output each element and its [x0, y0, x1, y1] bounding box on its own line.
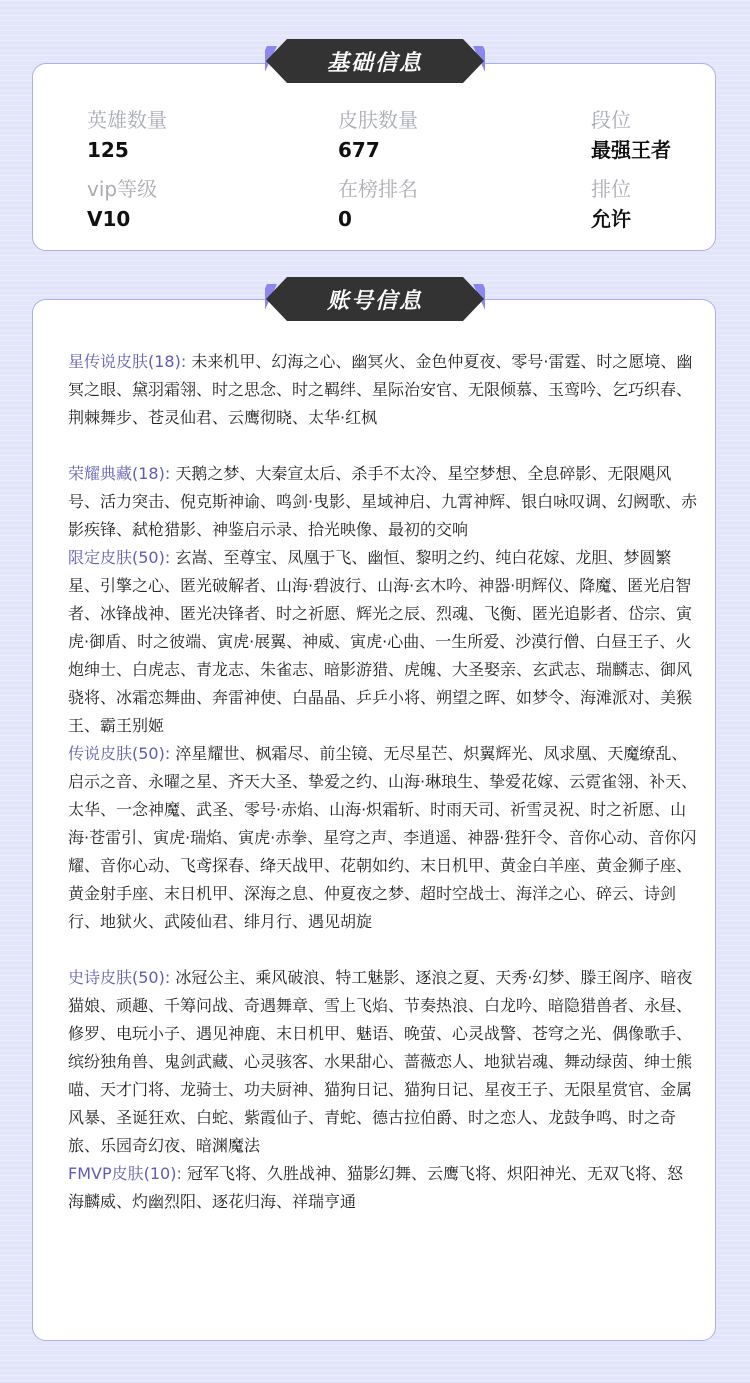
stat-rank-tier	[591, 108, 671, 162]
section-label: 星传说皮肤(18):	[68, 352, 187, 371]
account-info-title-tab	[265, 276, 485, 322]
section-epic-skins	[68, 964, 698, 1160]
stat-hero-count	[87, 108, 167, 162]
stat-label: 段位	[591, 108, 631, 132]
stat-value: 125	[87, 138, 129, 162]
section-items: 玄嵩、至尊宝、凤凰于飞、幽恒、黎明之约、纯白花嫁、龙胆、梦圆繁星、引擎之心、匿光破解者、山海·碧波行、山海·玄木吟、神器·明辉仪、降魔、匿光启智者、冰锋战神、匿光决锋者、时之祈愿、辉光之辰、烈魂、飞衡、匿光追影者、岱宗、寅虎·御盾、时之彼端、寅虎·展翼、神威、寅虎·心曲、一生所爱、沙漠行僧、白昼王子、火炮绅士、白虎志、青龙志、朱雀志、暗影游猎、虎魄、大圣娶亲、玄武志、瑞麟志、御风骁将、冰霜恋舞曲、奔雷神使、白晶晶、乒乒小将、朔望之晖、如梦令、海滩派对、美猴王、霸王别姬	[68, 548, 693, 735]
stat-label: 皮肤数量	[338, 108, 418, 132]
section-label: FMVP皮肤(10):	[68, 1164, 182, 1183]
stat-ranked-allowed	[591, 177, 631, 231]
skin-list	[68, 348, 698, 1216]
stat-label: 英雄数量	[87, 108, 167, 132]
account-info-card	[32, 299, 716, 1341]
stat-leaderboard-rank	[338, 177, 418, 231]
stat-value: V10	[87, 207, 131, 231]
basic-info-title-tab	[265, 38, 485, 84]
section-legend-skins	[68, 740, 698, 936]
basic-info-card	[32, 63, 716, 251]
stat-label: 排位	[591, 177, 631, 201]
section-items: 未来机甲、幻海之心、幽冥火、金色仲夏夜、零号·雷霆、时之愿境、幽冥之眼、黛羽霜翎、时之思念、时之羁绊、星际治安官、无限倾慕、玉鸾吟、乞巧织春、荆棘舞步、苍灵仙君、云鹰彻晓、太华·红枫	[68, 352, 693, 427]
stat-label: 在榜排名	[338, 177, 418, 201]
section-items: 冠军飞将、久胜战神、猫影幻舞、云鹰飞将、炽阳神光、无双飞将、怒海麟威、灼幽烈阳、逐花归海、祥瑞亨通	[68, 1164, 683, 1211]
section-label: 限定皮肤(50):	[68, 548, 171, 567]
stat-vip-level	[87, 177, 157, 231]
section-limited-skins	[68, 544, 698, 740]
stat-value: 0	[338, 207, 352, 231]
section-fmvp-skins	[68, 1160, 698, 1216]
section-items: 天鹅之梦、大秦宣太后、杀手不太冷、星空梦想、全息碎影、无限飓风号、活力突击、倪克斯神谕、鸣剑·曳影、星域神启、九霄神辉、银白咏叹调、幻阙歌、赤影疾锋、弑枪猎影、神鉴启示录、拾光映像、最初的交响	[68, 464, 698, 539]
section-glory-collection	[68, 460, 698, 544]
basic-stats-grid	[33, 64, 715, 250]
basic-info-title: 基础信息	[326, 50, 423, 76]
section-gap	[68, 936, 698, 964]
stat-label: vip等级	[87, 177, 158, 201]
stat-skin-count	[338, 108, 418, 162]
stat-value: 允许	[591, 207, 631, 231]
section-items: 冰冠公主、乘风破浪、特工魅影、逐浪之夏、天秀·幻梦、滕王阁序、暗夜猫娘、顽趣、千筹问战、奇遇舞章、雪上飞焰、节奏热浪、白龙吟、暗隐猎兽者、永昼、修罗、电玩小子、遇见神鹿、末日机甲、魅语、晚萤、心灵战警、苍穹之光、偶像歌手、缤纷独角兽、鬼剑武藏、心灵骇客、水果甜心、蔷薇恋人、地狱岩魂、舞动绿茵、绅士熊喵、天才门将、龙骑士、功夫厨神、猫狗日记、猫狗日记、星夜王子、无限星赏官、金属风暴、圣诞狂欢、白蛇、紫霞仙子、青蛇、德古拉伯爵、时之恋人、龙鼓争鸣、时之奇旅、乐园奇幻夜、暗渊魔法	[68, 968, 693, 1155]
section-label: 荣耀典藏(18):	[68, 464, 171, 483]
section-label: 史诗皮肤(50):	[68, 968, 171, 987]
section-items: 淬星耀世、枫霜尽、前尘镜、无尽星芒、炽翼辉光、凤求凰、天魔缭乱、启示之音、永曜之星、齐天大圣、挚爱之约、山海·琳琅生、挚爱花嫁、云霓雀翎、补天、太华、一念神魔、武圣、零号·赤焰、山海·炽霜斩、时雨天司、祈雪灵祝、时之祈愿、山海·苍雷引、寅虎·瑞焰、寅虎·赤拳、星穹之声、李逍遥、神器·狴犴令、音你心动、音你闪耀、音你心动、飞鸢探春、绛天战甲、花朝如约、末日机甲、黄金白羊座、黄金狮子座、黄金射手座、末日机甲、深海之息、仲夏夜之梦、超时空战士、海洋之心、碎云、诗剑行、地狱火、武陵仙君、绯月行、遇见胡旋	[68, 744, 698, 931]
stat-value: 677	[338, 138, 380, 162]
stat-value: 最强王者	[591, 138, 671, 162]
section-label: 传说皮肤(50):	[68, 744, 171, 763]
section-gap	[68, 432, 698, 460]
section-star-legend-skins	[68, 348, 698, 432]
account-info-title: 账号信息	[326, 288, 423, 314]
